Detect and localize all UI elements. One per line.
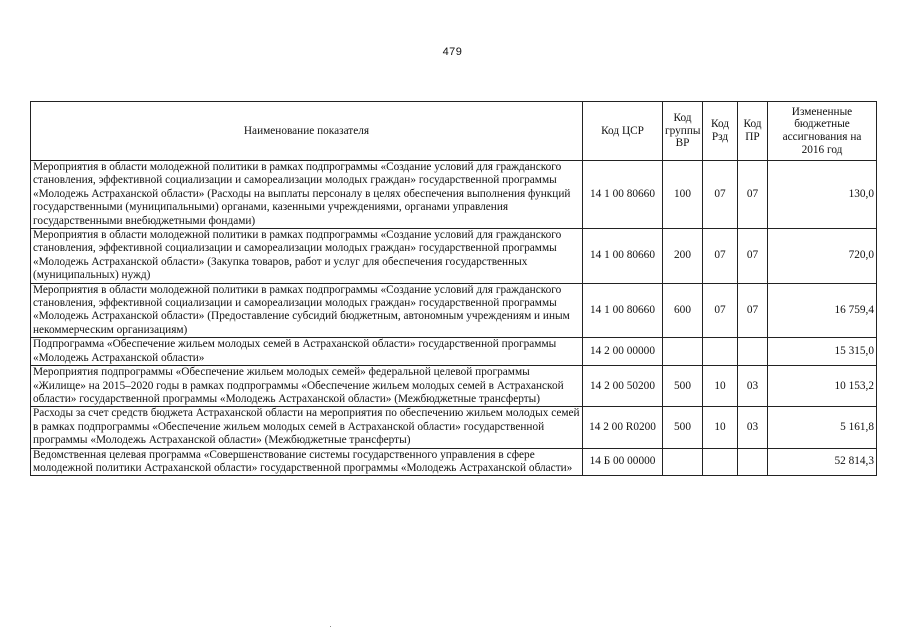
row-pr: 07	[738, 283, 768, 338]
row-csr: 14 2 00 00000	[583, 338, 663, 366]
row-csr: 14 1 00 80660	[583, 229, 663, 284]
header-pr: Код ПР	[738, 102, 768, 161]
table-row	[31, 407, 877, 448]
row-csr: 14 2 00 R0200	[583, 407, 663, 448]
table-row	[31, 283, 877, 338]
row-pr: 03	[738, 366, 768, 407]
row-rzd: 07	[703, 283, 738, 338]
row-rzd	[703, 448, 738, 476]
row-name: Мероприятия в области молодежной политики в рамках подпрограммы «Создание условий для гражданского становления, эффективной социализации и самореализации молодых граждан» государственной программы «Молодежь Астраханской области» (Закупка товаров, работ и услуг для обеспечения государственных (муниципальных) нужд)	[31, 229, 583, 284]
row-pr: 07	[738, 161, 768, 229]
row-pr	[738, 338, 768, 366]
table-row	[31, 366, 877, 407]
row-rzd	[703, 338, 738, 366]
header-rzd: Код Рзд	[703, 102, 738, 161]
table-row	[31, 229, 877, 284]
row-vr: 100	[663, 161, 703, 229]
row-vr: 500	[663, 407, 703, 448]
row-name: Ведомственная целевая программа «Совершенствование системы государственного управления в сфере молодежной политики Астраханской области» государственной программы «Молодежь Астраханской области»	[31, 448, 583, 476]
row-rzd: 07	[703, 161, 738, 229]
row-name: Подпрограмма «Обеспечение жильем молодых семей в Астраханской области» государственной программы «Молодежь Астраханской области»	[31, 338, 583, 366]
scan-speck	[330, 626, 331, 627]
row-pr: 07	[738, 229, 768, 284]
row-name: Мероприятия подпрограммы «Обеспечение жильем молодых семей» федеральной целевой программы «Жилище» на 2015–2020 годы в рамках подпрограммы «Обеспечение жильем молодых семей в Астраханской области» государственной программы «Молодежь Астраханской области» (Межбюджетные трансферты)	[31, 366, 583, 407]
row-amount: 16 759,4	[768, 283, 877, 338]
row-name: Мероприятия в области молодежной политики в рамках подпрограммы «Создание условий для гражданского становления, эффективной социализации и самореализации молодых граждан» государственной программы «Молодежь Астраханской области» (Предоставление субсидий бюджетным, автономным учреждениям и иным некоммерческим организациям)	[31, 283, 583, 338]
row-rzd: 10	[703, 366, 738, 407]
header-name: Наименование показателя	[31, 102, 583, 161]
row-amount: 5 161,8	[768, 407, 877, 448]
budget-table	[30, 101, 877, 476]
row-amount: 10 153,2	[768, 366, 877, 407]
table-row	[31, 448, 877, 476]
header-csr: Код ЦСР	[583, 102, 663, 161]
row-amount: 720,0	[768, 229, 877, 284]
table-row	[31, 338, 877, 366]
table-row	[31, 161, 877, 229]
page-number: 479	[442, 46, 463, 58]
row-vr	[663, 448, 703, 476]
row-vr: 500	[663, 366, 703, 407]
row-vr	[663, 338, 703, 366]
header-amount: Измененные бюджетные ассигнования на 2016 год	[768, 102, 877, 161]
row-amount: 130,0	[768, 161, 877, 229]
row-vr: 200	[663, 229, 703, 284]
header-vr: Код группы ВР	[663, 102, 703, 161]
row-name: Мероприятия в области молодежной политики в рамках подпрограммы «Создание условий для гражданского становления, эффективной социализации и самореализации молодых граждан» государственной программы «Молодежь Астраханской области» (Расходы на выплаты персоналу в целях обеспечения выполнения функций государственными (муниципальными) органами, казенными учреждениями, органами управления государственными внебюджетными фондами)	[31, 161, 583, 229]
row-csr: 14 1 00 80660	[583, 161, 663, 229]
row-amount: 15 315,0	[768, 338, 877, 366]
row-vr: 600	[663, 283, 703, 338]
row-name: Расходы за счет средств бюджета Астраханской области на мероприятия по обеспечению жильем молодых семей в рамках подпрограммы «Обеспечение жильем молодых семей в Астраханской области» государственной программы «Молодежь Астраханской области» (Межбюджетные трансферты)	[31, 407, 583, 448]
row-pr	[738, 448, 768, 476]
row-csr: 14 2 00 50200	[583, 366, 663, 407]
row-pr: 03	[738, 407, 768, 448]
row-rzd: 07	[703, 229, 738, 284]
row-csr: 14 Б 00 00000	[583, 448, 663, 476]
row-csr: 14 1 00 80660	[583, 283, 663, 338]
row-rzd: 10	[703, 407, 738, 448]
row-amount: 52 814,3	[768, 448, 877, 476]
table-header-row	[31, 102, 877, 161]
